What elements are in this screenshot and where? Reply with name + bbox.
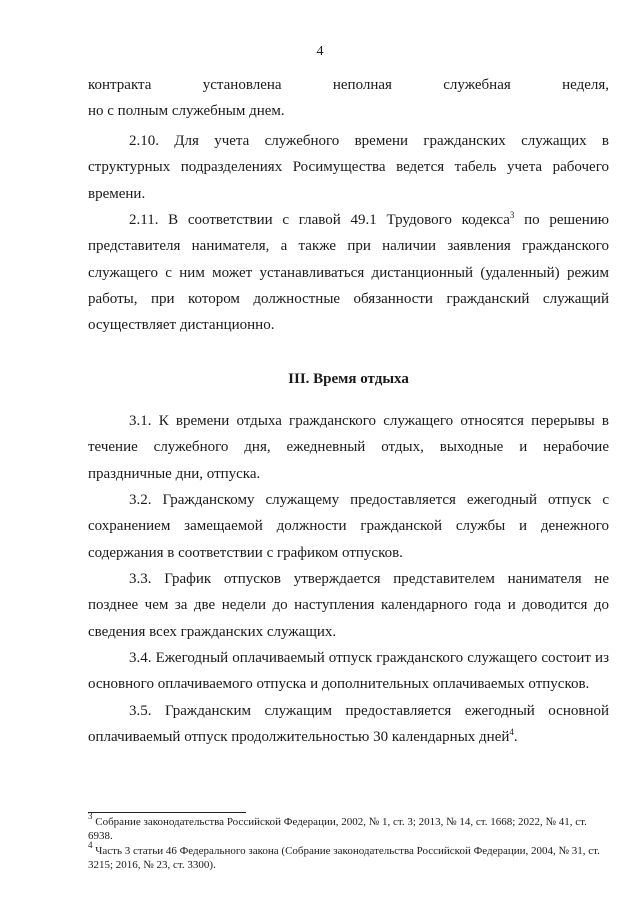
footnote-4-text: Часть 3 статьи 46 Федерального закона (Собрание законодательства Российской Федерации, 2004, № 31, ст. 3215; 2016, № 23, ст. 3300). — [88, 845, 600, 871]
footnote-3 — [88, 811, 612, 843]
paragraph-continued-line2: но с полным служебным днем. — [88, 103, 285, 119]
paragraph-continued-line1: контракта установлена неполная служебная неделя, — [88, 77, 609, 93]
paragraph-3-5-text-a: 3.5. Гражданским служащим предоставляется ежегодный основной оплачиваемый отпуск продолжительностью 30 календарных дней — [88, 703, 609, 746]
paragraph-3-4: 3.4. Ежегодный оплачиваемый отпуск гражданского служащего состоит из основного оплачиваемого отпуска и дополнительных оплачиваемых отпусков. — [88, 650, 609, 693]
page-number: 4 — [316, 44, 324, 59]
paragraph-2-11-text-a: 2.11. В соответствии с главой 49.1 Трудового кодекса — [129, 212, 510, 228]
footnote-ref-4: 4 — [509, 727, 514, 738]
paragraph-2-11 — [88, 207, 609, 338]
footnote-separator — [88, 812, 246, 813]
paragraph-2-10: 2.10. Для учета служебного времени гражданских служащих в структурных подразделениях Росимущества ведется табель учета рабочего времени. — [88, 133, 609, 202]
paragraph-3-3: 3.3. График отпусков утверждается представителем нанимателя не позднее чем за две недели до наступления календарного года и доводится до сведения всех гражданских служащих. — [88, 571, 609, 640]
paragraph-3-2: 3.2. Гражданскому служащему предоставляется ежегодный отпуск с сохранением замещаемой должности гражданской службы и денежного содержания в соответствии с графиком отпусков. — [88, 492, 609, 561]
footnote-3-number: 3 — [88, 811, 93, 821]
paragraph-3-5 — [88, 698, 609, 751]
footnote-4-number: 4 — [88, 840, 93, 850]
paragraph-3-1: 3.1. К времени отдыха гражданского служащего относятся перерывы в течение служебного дня, ежедневный отдых, выходные и нерабочие праздничные дни, отпуска. — [88, 413, 609, 482]
footnote-3-text: Собрание законодательства Российской Федерации, 2002, № 1, ст. 3; 2013, № 14, ст. 1668; 2022, № 41, ст. 6938. — [88, 816, 587, 842]
paragraph-3-5-text-b: . — [513, 729, 518, 746]
paragraph-2-11-text-b: по решению представителя нанимателя, а также при наличии заявления гражданского служащего с ним может устанавливаться дистанционный (удаленный) режим работы, при котором должностные обязанности гражданский служащий осуществляет дистанционно. — [88, 212, 609, 334]
footnote-4 — [88, 840, 612, 872]
footnote-ref-3: 3 — [509, 210, 515, 220]
section-heading: III. Время отдыха — [288, 371, 409, 387]
